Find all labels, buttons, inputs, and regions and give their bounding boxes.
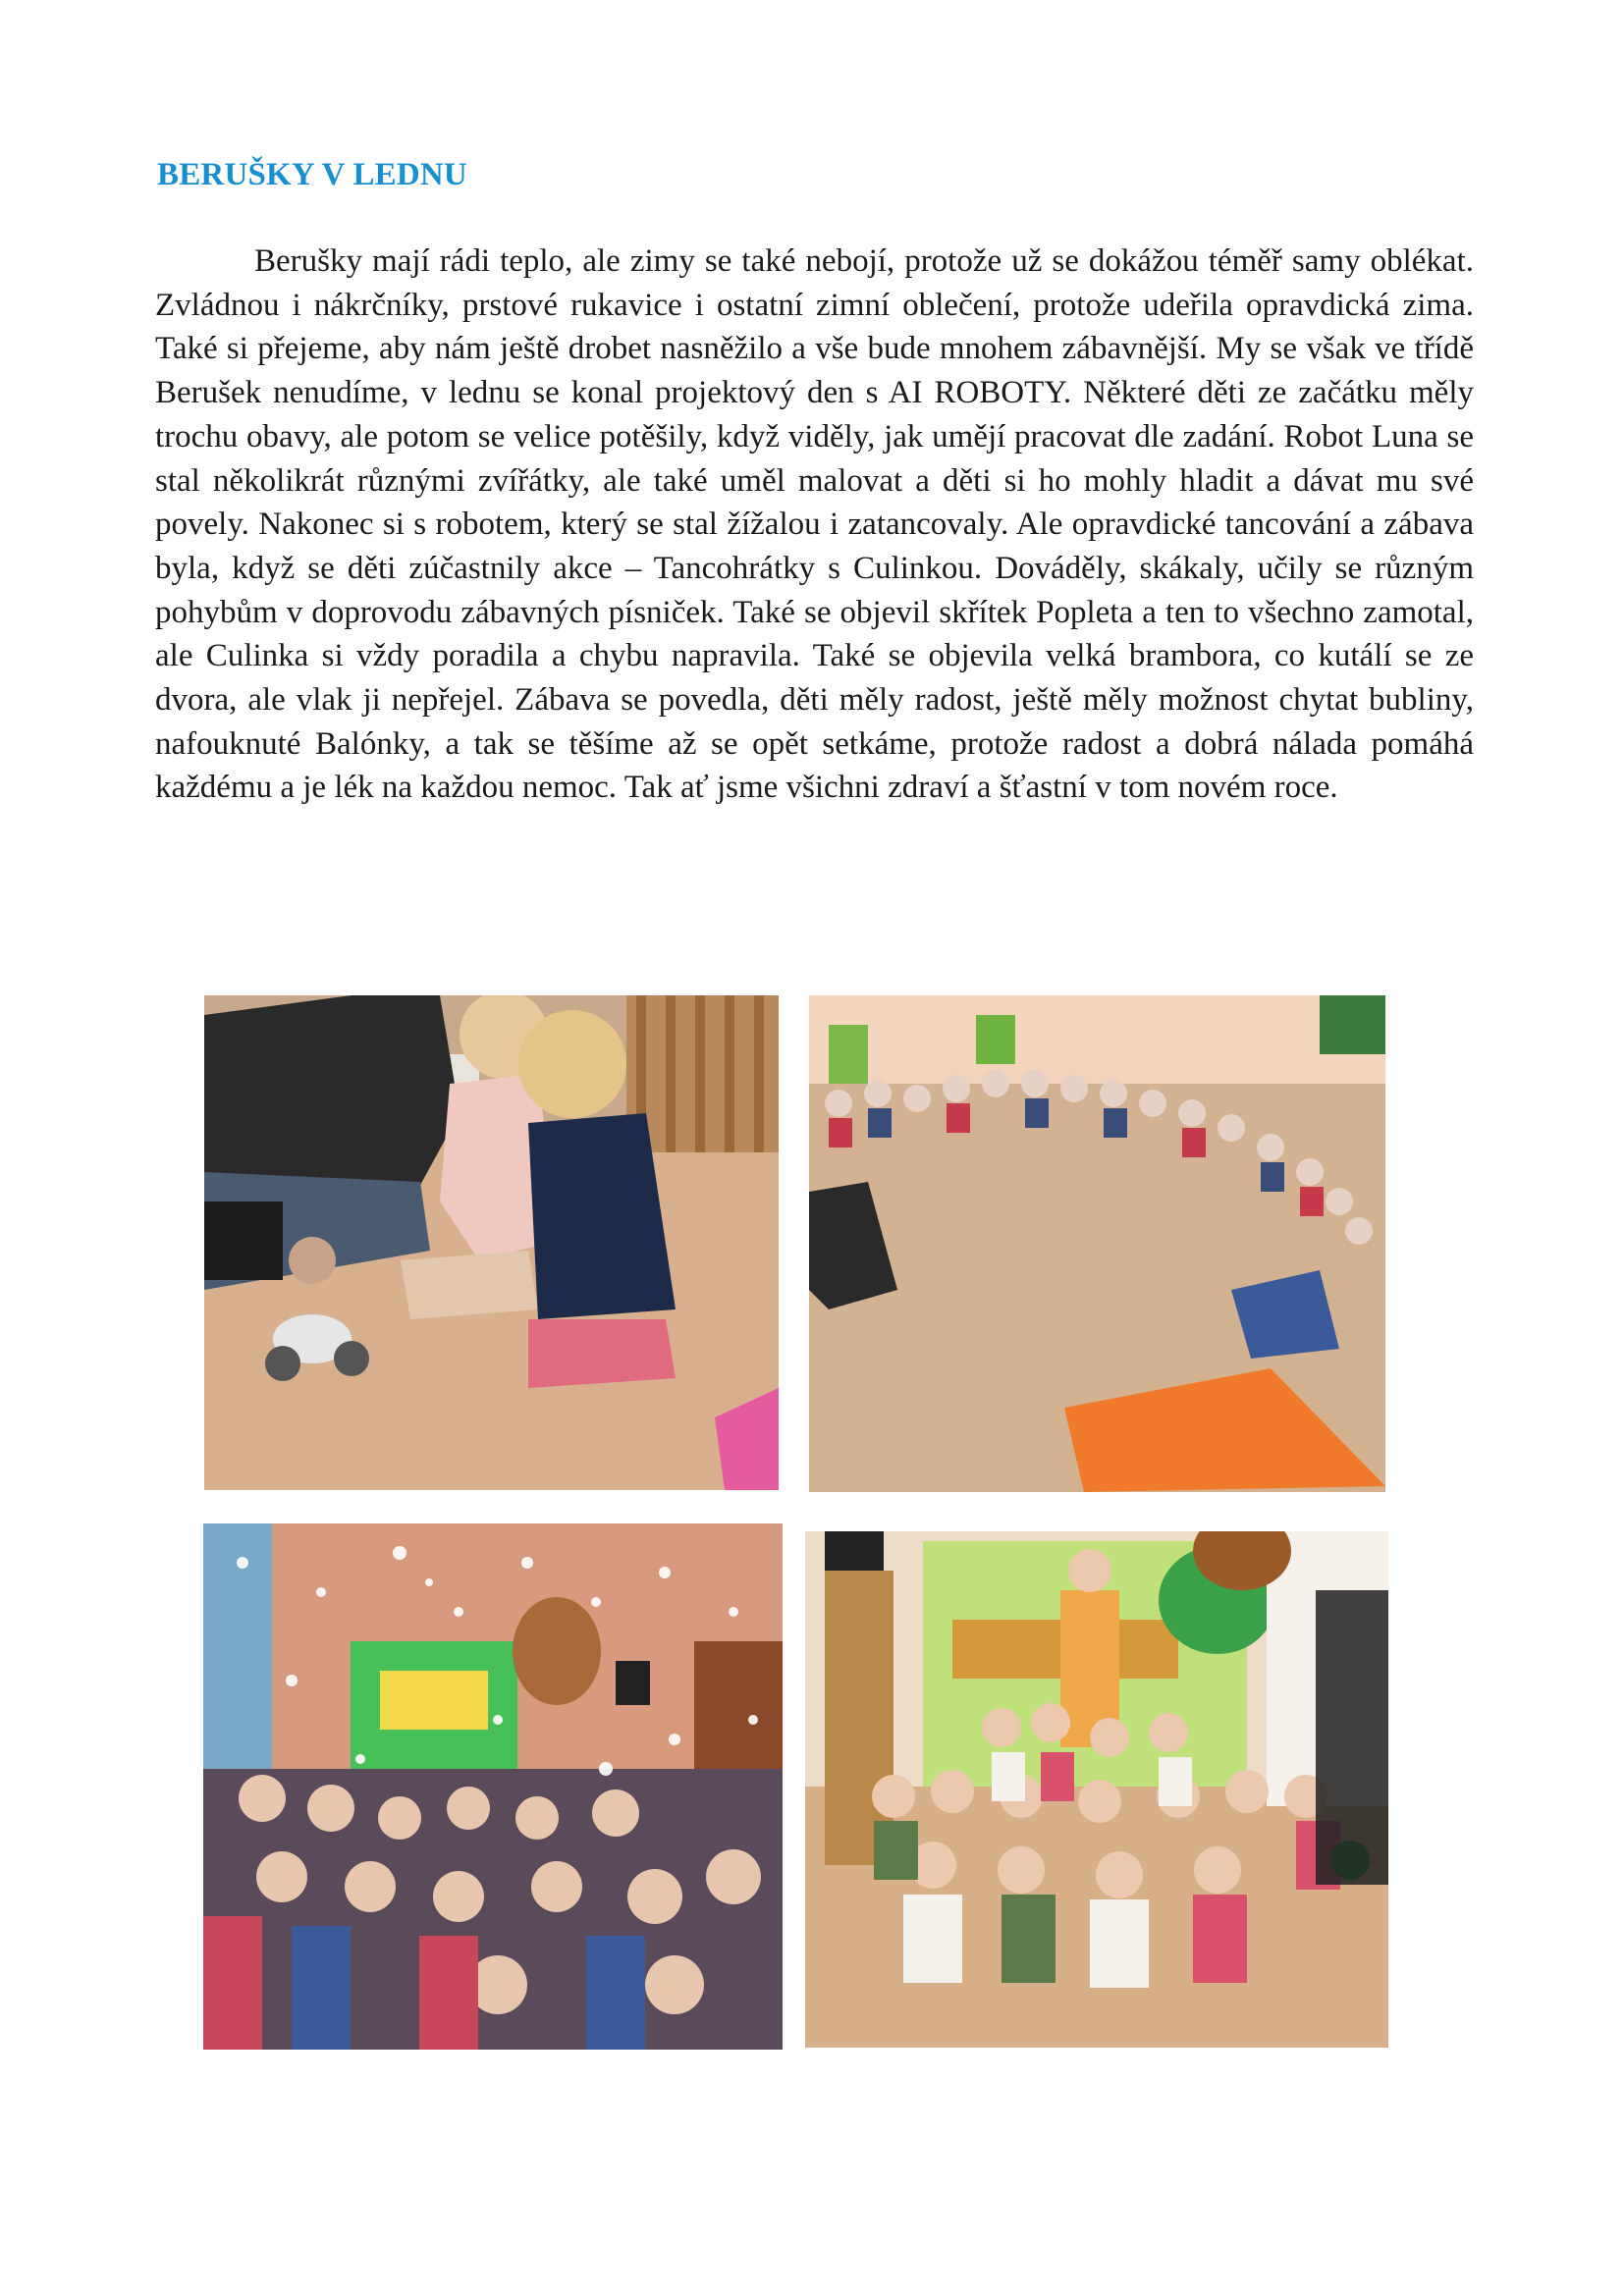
article-paragraph: Berušky mají rádi teplo, ale zimy se také nebojí, protože už se dokážou téměř samy oblékat. Zvládnou i nákrčníky, prstové rukavice i ostatní zimní oblečení, protože udeřila opravdická zima. Také si přejeme, aby nám ještě drobet nasněžilo a vše bude mnohem zábavnější. My se však ve třídě Berušek nenudíme, v lednu se konal projektový den s AI ROBOTY. Některé děti ze začátku měly trochu obavy, ale potom se velice potěšily, když viděly, jak umějí pracovat dle zadání. Robot Luna se stal několikrát různými zvířátky, ale také uměl malovat a děti si ho mohly hladit a dávat mu své povely. Nakonec si s robotem, který se stal žížalou i zatancovaly. Ale opravdické tancování a zábava byla, když se děti zúčastnily akce – Tancohrátky s Culinkou. Dováděly, skákaly, učily se různým pohybům v doprovodu zábavných písniček. Také se objevil skřítek Popleta a ten to všechno zamotal, ale Culinka si vždy poradila a chybu napravila. Také se objevila velká brambora, co kutálí se ze dvora, ale vlak ji nepřejel. Zábava se povedla, děti měly radost, ještě měly možnost chytat bubliny, nafouknuté Balónky, a tak se těšíme až se opět setkáme, protože radost a dobrá nálada pomáhá každému a je lék na každou nemoc. Tak ať jsme všichni zdraví a šťastní v tom novém roce.	[155, 243, 1474, 806]
page-title: BERUŠKY V LEDNU	[157, 157, 467, 192]
photo-dance-party-bubbles	[203, 1523, 783, 2050]
photo-children-with-robot	[204, 995, 779, 1490]
photo-children-circle	[809, 995, 1385, 1492]
photo-group-portrait	[805, 1531, 1388, 2048]
